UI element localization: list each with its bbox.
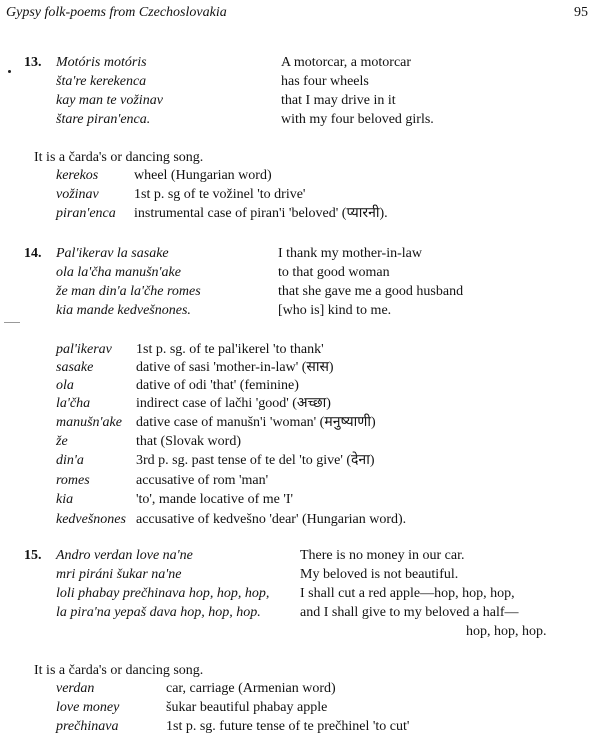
gloss15-term-3: prečhinava (56, 719, 119, 734)
poem13-trans-4: with my four beloved girls. (281, 112, 434, 127)
note-13: It is a čarda's or dancing song. (34, 150, 204, 165)
gloss14-def-4: indirect case of lačhi 'good' (अच्छा) (136, 396, 331, 411)
gloss14-term-2: sasake (56, 360, 94, 375)
gloss15-def-2: šukar beautiful phabay apple (166, 700, 328, 715)
poem13-line-3: kay man te vožinav (56, 93, 163, 108)
poem13-line-4: štare piran'enca. (56, 112, 151, 127)
gloss14-term-5: manušn'ake (56, 415, 122, 430)
gloss14-term-8: romes (56, 473, 90, 488)
poem15-line-1: Andro verdan love na'ne (56, 548, 193, 563)
gloss14-def-9: 'to', mande locative of me 'I' (136, 492, 294, 507)
poem13-trans-2: has four wheels (281, 74, 369, 89)
poem-number-15: 15. (24, 548, 42, 563)
gloss13-term-2: vožinav (56, 187, 99, 202)
gloss14-term-3: ola (56, 378, 74, 393)
gloss13-def-1: wheel (Hungarian word) (134, 168, 272, 183)
poem13-line-1: Motóris motóris (56, 55, 147, 70)
gloss15-def-1: car, carriage (Armenian word) (166, 681, 336, 696)
gloss15-term-1: verdan (56, 681, 95, 696)
poem15-trans-4: and I shall give to my beloved a half— (300, 605, 519, 620)
poem15-line-2: mri piráni šukar na'ne (56, 567, 182, 582)
poem14-line-4: kia mande kedvešnones. (56, 303, 191, 318)
gloss14-term-7: din'a (56, 453, 84, 468)
gloss14-term-4: la'čha (56, 396, 91, 411)
gloss14-def-10: accusative of kedvešno 'dear' (Hungarian word). (136, 512, 407, 527)
poem14-line-2: ola la'čha manušn'ake (56, 265, 181, 280)
gloss14-def-5: dative case of manušn'i 'woman' (मनुष्याणी) (136, 415, 376, 430)
poem15-line-4: la pira'na yepaš dava hop, hop, hop. (56, 605, 261, 620)
gloss14-def-1: 1st p. sg. of te pal'ikerel 'to thank' (136, 342, 324, 357)
poem15-trans-2: My beloved is not beautiful. (300, 567, 459, 582)
poem14-line-3: že man din'a la'čhe romes (56, 284, 201, 299)
poem14-trans-2: to that good woman (278, 265, 390, 280)
gloss13-def-3: instrumental case of piran'i 'beloved' (प्यारनी). (134, 206, 388, 221)
gloss14-term-9: kia (56, 492, 74, 507)
poem14-trans-4: [who is] kind to me. (278, 303, 392, 318)
gloss14-def-7: 3rd p. sg. past tense of te del 'to give' (देना) (136, 453, 375, 468)
gloss15-def-3: 1st p. sg. future tense of te prečhinel 'to cut' (166, 719, 410, 734)
poem13-trans-3: that I may drive in it (281, 93, 396, 108)
gloss14-def-3: dative of odi 'that' (feminine) (136, 378, 299, 393)
running-header-title: Gypsy folk-poems from Czechoslovakia (6, 5, 227, 20)
poem14-trans-1: I thank my mother-in-law (278, 246, 422, 261)
gloss14-def-8: accusative of rom 'man' (136, 473, 269, 488)
poem15-line-3: loli phabay prečhinava hop, hop, hop, (56, 586, 270, 601)
gloss14-def-2: dative of sasi 'mother-in-law' (सास) (136, 360, 334, 375)
poem15-trans-1: There is no money in our car. (300, 548, 465, 563)
poem-number-13: 13. (24, 55, 42, 70)
poem-number-14: 14. (24, 246, 42, 261)
poem13-trans-1: A motorcar, a motorcar (281, 55, 412, 70)
poem13-line-2: šta're kerekenca (56, 74, 147, 89)
poem15-trans-5: hop, hop, hop. (466, 624, 547, 639)
note-15: It is a čarda's or dancing song. (34, 663, 204, 678)
poem14-trans-3: that she gave me a good husband (278, 284, 464, 299)
gloss14-term-6: že (56, 434, 68, 449)
page-number: 95 (574, 5, 588, 20)
poem15-trans-3: I shall cut a red apple—hop, hop, hop, (300, 586, 515, 601)
gloss15-term-2: love money (56, 700, 120, 715)
gloss14-term-1: pal'ikerav (56, 342, 112, 357)
gloss13-def-2: 1st p. sg of te vožinel 'to drive' (134, 187, 306, 202)
gloss13-term-3: piran'enca (56, 206, 116, 221)
poem14-line-1: Pal'ikerav la sasake (56, 246, 169, 261)
gloss14-term-10: kedvešnones (56, 512, 126, 527)
gloss13-term-1: kerekos (56, 168, 99, 183)
margin-mark (8, 70, 11, 73)
margin-dash (4, 322, 20, 323)
gloss14-def-6: that (Slovak word) (136, 434, 241, 449)
